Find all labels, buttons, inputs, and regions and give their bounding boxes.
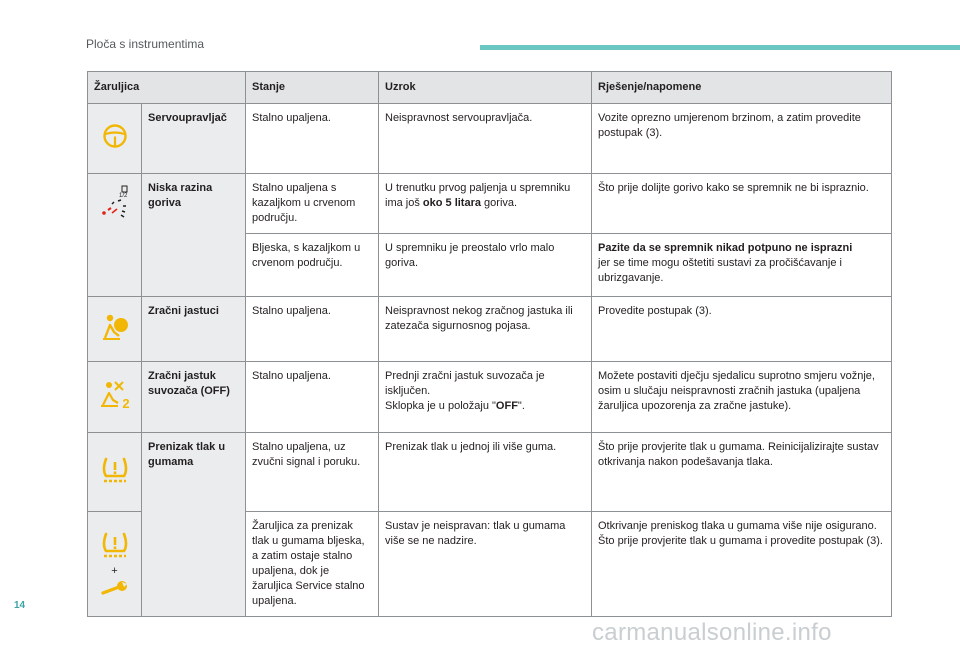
lamp-name: Prenizak tlak u gumama: [142, 433, 246, 617]
steering-wheel-warning-icon: [102, 123, 128, 149]
header-solution: Rješenje/napomene: [592, 72, 892, 104]
cause-text: Prednji zračni jastuk suvozača je isključen.: [385, 370, 545, 397]
header-state: Stanje: [246, 72, 379, 104]
cause-cell: Neispravnost nekog zračnog jastuka ili zatezača sigurnosnog pojasa.: [379, 297, 592, 362]
passenger-airbag-off-icon: [98, 379, 132, 411]
icon-cell: [88, 362, 142, 433]
solution-cell: Što prije provjerite tlak u gumama. Reinicijalizirajte sustav otkrivanja nakon podešavanja tlaka.: [592, 433, 892, 512]
fuel-gauge-icon: [98, 184, 132, 218]
table-header-row: [88, 72, 892, 104]
cause-cell: Sustav je neispravan: tlak u gumama više se ne nadzire.: [379, 512, 592, 617]
lamp-name: Servoupravljač: [142, 104, 246, 174]
cause-text: goriva.: [480, 197, 518, 209]
state-cell: Stalno upaljena.: [246, 362, 379, 433]
table-row: [88, 104, 892, 174]
tyre-pressure-icon: [100, 531, 130, 559]
cause-text: Sklopka je u položaju ": [385, 400, 496, 412]
icon-cell: [88, 297, 142, 362]
icon-cell: [88, 512, 142, 617]
airbag-icon: [100, 312, 130, 342]
lamp-name: Niska razina goriva: [142, 174, 246, 297]
state-cell: Stalno upaljena s kazaljkom u crvenom području.: [246, 174, 379, 234]
header-lamp: Žaruljica: [88, 72, 246, 104]
wrench-service-icon: [100, 581, 130, 597]
cause-cell: Prenizak tlak u jednoj ili više guma.: [379, 433, 592, 512]
warning-lamp-table: [87, 71, 892, 617]
svg-text:1/2: 1/2: [118, 193, 127, 199]
solution-cell: Što prije dolijte gorivo kako se spremnik ne bi ispraznio.: [592, 174, 892, 234]
state-cell: Stalno upaljena.: [246, 297, 379, 362]
solution-text: Otkrivanje preniskog tlaka u gumama više nije osigurano.: [598, 520, 877, 532]
solution-text: jer se time mogu oštetiti sustavi za pročišćavanje i ubrizgavanje.: [598, 257, 842, 284]
solution-cell: Provedite postupak (3).: [592, 297, 892, 362]
accent-bar: [480, 45, 960, 50]
cause-cell: [379, 174, 592, 234]
cause-emphasis: OFF: [495, 400, 518, 412]
lamp-name: Zračni jastuci: [142, 297, 246, 362]
svg-text:!: !: [113, 137, 116, 146]
header-cause: Uzrok: [379, 72, 592, 104]
icon-cell: [88, 104, 142, 174]
page-number: 14: [14, 600, 26, 611]
icon-cell: [88, 433, 142, 512]
state-cell: Bljeska, s kazaljkom u crvenom području.: [246, 234, 379, 297]
cause-text: ".: [517, 400, 525, 412]
table-row: [88, 362, 892, 433]
state-cell: Stalno upaljena.: [246, 104, 379, 174]
solution-text: Što prije provjerite tlak u gumama i provedite postupak (3).: [598, 535, 883, 547]
section-title: Ploča s instrumentima: [86, 37, 205, 51]
lamp-name: Zračni jastuk suvozača (OFF): [142, 362, 246, 433]
cause-text: U trenutku prvog paljenja u spremniku ima još: [385, 182, 571, 209]
state-cell: Žaruljica za prenizak tlak u gumama bljeska, a zatim ostaje stalno upaljena, dok je žaruljica Service stalno upaljena.: [246, 512, 379, 617]
table-row: [88, 174, 892, 234]
cause-cell: U spremniku je preostalo vrlo malo goriva.: [379, 234, 592, 297]
watermark: carmanualsonline.info: [592, 619, 832, 646]
solution-cell: Vozite oprezno umjerenom brzinom, a zatim provedite postupak (3).: [592, 104, 892, 174]
solution-cell: [592, 512, 892, 617]
table-row: [88, 433, 892, 512]
table-row: [88, 297, 892, 362]
solution-cell: Možete postaviti dječju sjedalicu suprotno smjeru vožnje, osim u slučaju neispravnosti zračnih jastuka (upaljena žaruljica upozorenja za zračne jastuke).: [592, 362, 892, 433]
icon-cell: [88, 174, 142, 297]
cause-cell: [379, 362, 592, 433]
svg-text:2: 2: [121, 395, 130, 411]
plus-sign: +: [111, 565, 118, 577]
state-cell: Stalno upaljena, uz zvučni signal i poruku.: [246, 433, 379, 512]
solution-cell: [592, 234, 892, 297]
solution-emphasis: Pazite da se spremnik nikad potpuno ne isprazni: [598, 242, 853, 254]
cause-cell: Neispravnost servoupravljača.: [379, 104, 592, 174]
cause-emphasis: oko 5 litara: [422, 197, 481, 209]
tyre-pressure-icon: [100, 456, 130, 484]
